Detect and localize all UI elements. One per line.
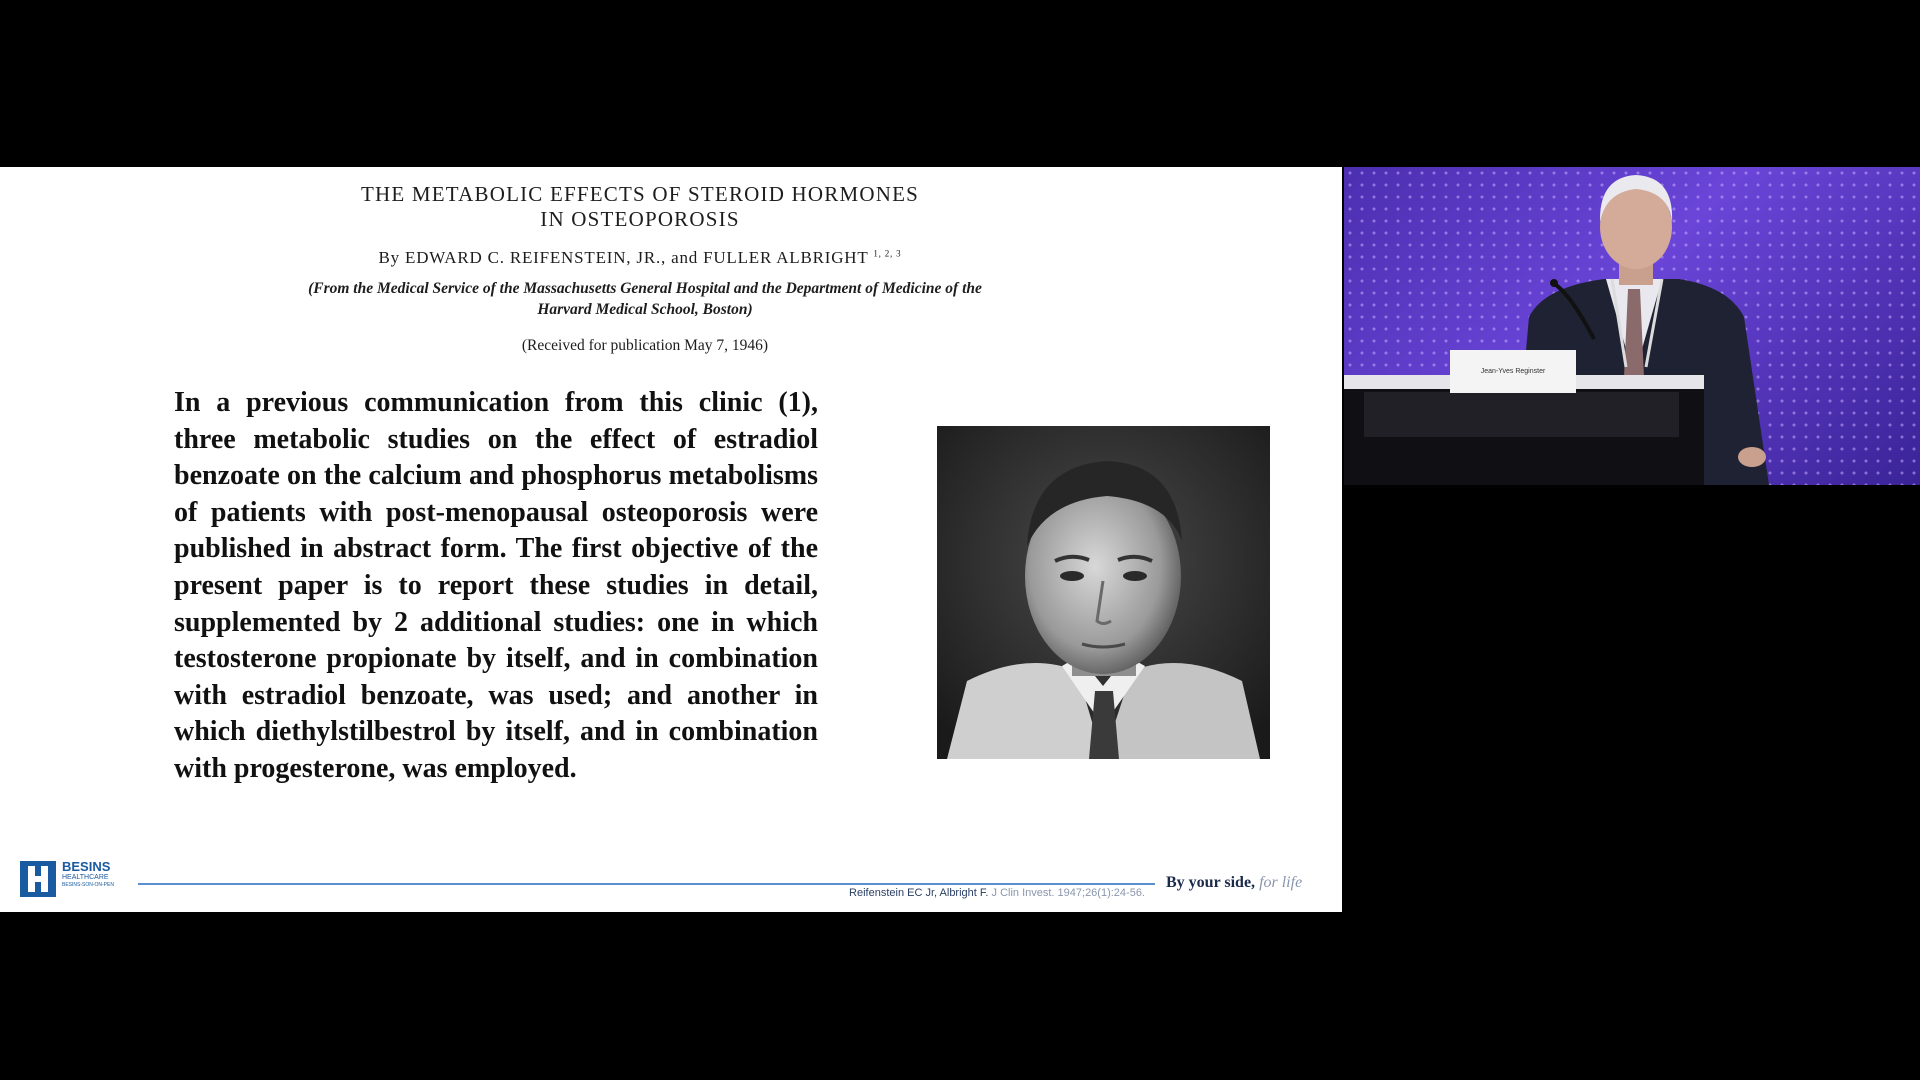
citation-journal: J Clin Invest. 1947;26(1):24-56. <box>991 887 1145 899</box>
paper-authors <box>200 248 1080 268</box>
logo-name: BESINS <box>62 859 111 874</box>
paper-title <box>200 182 1080 232</box>
besins-logo-icon <box>20 861 56 897</box>
speaker-scene <box>1344 167 1920 485</box>
besins-logo <box>20 859 140 901</box>
paper-authors-text: By EDWARD C. REIFENSTEIN, JR., and FULLER ALBRIGHT <box>378 248 869 267</box>
tagline-text: By your side, <box>1166 874 1256 891</box>
paper-affiliation: (From the Medical Service of the Massachusetts General Hospital and the Department of Medicine of the Harvard Medical School, Boston) <box>308 280 982 318</box>
abstract-paragraph: In a previous communication from this clinic (1), three metabolic studies on the effect of estradiol benzoate on the calcium and phosphorus metabolisms of patients with post-menopausal osteoporosis were published in abstract form. The first objective of the present paper is to report these studies in detail, supplemented by 2 additional studies: one in which testosterone propionate by itself, and in combination with estradiol benzoate, was used; and another in which diethylstilbestrol by itself, and in combination with progesterone, was employed. <box>174 387 818 784</box>
tagline <box>1166 874 1336 892</box>
speaker-video-feed <box>1344 167 1920 485</box>
paper-received-date: (Received for publication May 7, 1946) <box>521 337 769 354</box>
footer-divider <box>138 883 1155 885</box>
presentation-slide <box>0 167 1342 912</box>
portrait-illustration <box>937 426 1270 759</box>
tagline-script: for life <box>1259 874 1303 891</box>
speaker-nameplate-text: Jean-Yves Reginster <box>1480 368 1546 375</box>
portrait-photo <box>937 426 1270 759</box>
paper-title-line-2: IN OSTEOPOROSIS <box>540 207 740 231</box>
paper-title-line-1: THE METABOLIC EFFECTS OF STEROID HORMONES <box>361 182 919 206</box>
speaker-nameplate <box>1450 350 1576 393</box>
logo-sub-1: HEALTHCARE <box>62 874 109 881</box>
besins-logo-text <box>62 860 114 889</box>
citation-authors: Reifenstein EC Jr, Albright F. <box>849 887 989 899</box>
citation <box>760 887 1145 899</box>
logo-sub-2: BESINS-SON-ON-PEN <box>62 882 114 888</box>
paper-authors-footnotes: 1, 2, 3 <box>873 248 902 259</box>
